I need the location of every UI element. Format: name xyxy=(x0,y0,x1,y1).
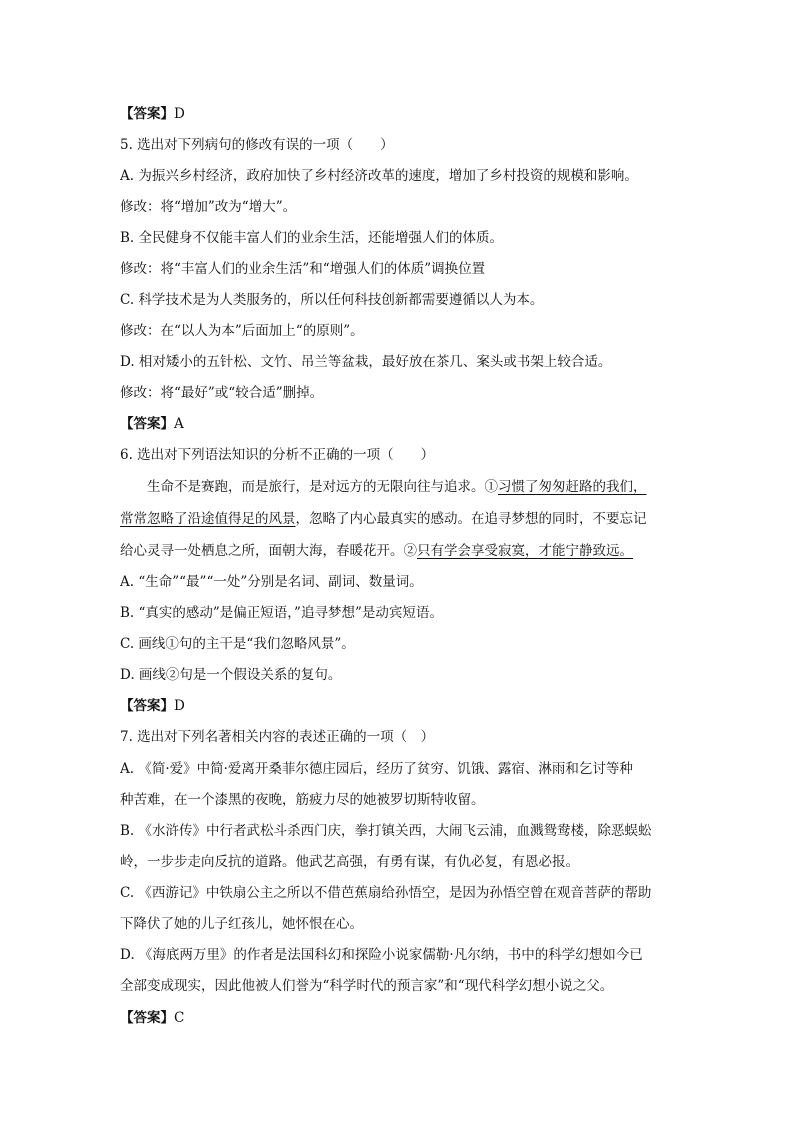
answer-tag: 【答案】 xyxy=(120,416,174,432)
underlined-sentence-2: 只有学会享受寂寞，才能宁静致远。 xyxy=(417,543,633,559)
q5-answer xyxy=(120,414,680,434)
passage-text: ，忽略了内心最真实的感动。在追寻梦想的同时，不要忘记 xyxy=(295,511,647,527)
q6-option-a: A. “生命”“最”“一处”分别是名词、副词、数量词。 xyxy=(120,574,423,590)
q7-option-b-line-2: 岭，一步步走向反抗的道路。他武艺高强，有勇有谋，有仇必复，有恩必报。 xyxy=(120,854,579,870)
q7-option-d-line-2: 全部变成现实，因此他被人们誉为“科学时代的预言家”和“现代科学幻想小说之父。 xyxy=(120,978,614,994)
q7-option-c-line-1: C. 《西游记》中铁扇公主之所以不借芭蕉扇给孙悟空，是因为孙悟空曾在观音菩萨的帮助 xyxy=(120,885,652,901)
q6-option-d: D. 画线②句是一个假设关系的复句。 xyxy=(120,667,342,683)
q5-option-c: C. 科学技术是为人类服务的，所以任何科技创新都需要遵循以人为本。 xyxy=(120,292,544,308)
q6-stem: 6. 选出对下列语法知识的分析不正确的一项（ ） xyxy=(120,447,435,463)
q4-answer xyxy=(120,104,680,124)
q5-option-c-fix: 修改：在“以人为本”后面加上“的原则”。 xyxy=(120,323,364,339)
answer-value: D xyxy=(174,106,185,122)
underlined-sentence-1-cont: 常常忽略了沿途值得足的风景 xyxy=(120,511,296,527)
q7-option-a-line-1: A. 《简·爱》中简·爱离开桑菲尔德庄园后，经历了贫穷、饥饿、露宿、淋雨和乞讨等种 xyxy=(120,761,633,777)
passage-text: 给心灵寻一处栖息之所，面朝大海，春暖花开。② xyxy=(120,543,417,559)
q6-option-c: C. 画线①句的主干是“我们忽略风景”。 xyxy=(120,636,355,652)
q7-option-d-line-1: D. 《海底两万里》的作者是法国科幻和探险小说家儒勒·凡尔纳，书中的科学幻想如今已 xyxy=(120,947,643,963)
q5-option-b: B. 全民健身不仅能丰富人们的业余生活，还能增强人们的体质。 xyxy=(120,230,504,246)
answer-tag: 【答案】 xyxy=(120,1010,174,1026)
answer-tag: 【答案】 xyxy=(120,106,174,122)
q6-passage-line-2 xyxy=(120,509,680,529)
q6-passage-line-3 xyxy=(120,541,680,561)
q5-option-b-fix: 修改：将“丰富人们的业余生活”和“增强人们的体质”调换位置 xyxy=(120,261,486,277)
q6-option-b: B. “真实的感动”是偏正短语，”追寻梦想”是动宾短语。 xyxy=(120,605,443,621)
answer-tag: 【答案】 xyxy=(120,698,174,714)
q5-option-a: A. 为振兴乡村经济，政府加快了乡村经济改革的速度，增加了乡村投资的规模和影响。 xyxy=(120,168,638,184)
q6-passage-line-1 xyxy=(147,477,680,497)
q7-option-c-line-2: 下降伏了她的儿子红孩儿，她怀恨在心。 xyxy=(120,916,363,932)
q5-option-d-fix: 修改：将“最好”或“较合适”删掉。 xyxy=(120,385,324,401)
underlined-sentence-1: 习惯了匆匆赶路的我们， xyxy=(498,479,647,495)
answer-value: D xyxy=(174,698,185,714)
q7-option-b-line-1: B. 《水浒传》中行者武松斗杀西门庆，拳打镇关西，大闹飞云浦，血溅鸳鸯楼，除恶蜈蚣 xyxy=(120,823,652,839)
q7-stem: 7. 选出对下列名著相关内容的表述正确的一项（ ） xyxy=(120,729,435,745)
q6-answer xyxy=(120,696,680,716)
q7-answer xyxy=(120,1008,680,1028)
q5-option-a-fix: 修改：将“增加”改为“增大”。 xyxy=(120,199,297,215)
passage-text: 生命不是赛跑，而是旅行，是对远方的无限向往与追求。① xyxy=(147,479,498,495)
answer-value: A xyxy=(174,416,184,432)
q5-stem: 5. 选出对下列病句的修改有误的一项（ ） xyxy=(120,137,394,153)
q5-option-d: D. 相对矮小的五针松、文竹、吊兰等盆栽，最好放在茶几、案头或书架上较合适。 xyxy=(120,354,612,370)
q7-option-a-line-2: 种苦难，在一个漆黑的夜晚，筋疲力尽的她被罗切斯特收留。 xyxy=(120,792,485,808)
answer-value: C xyxy=(174,1010,185,1026)
